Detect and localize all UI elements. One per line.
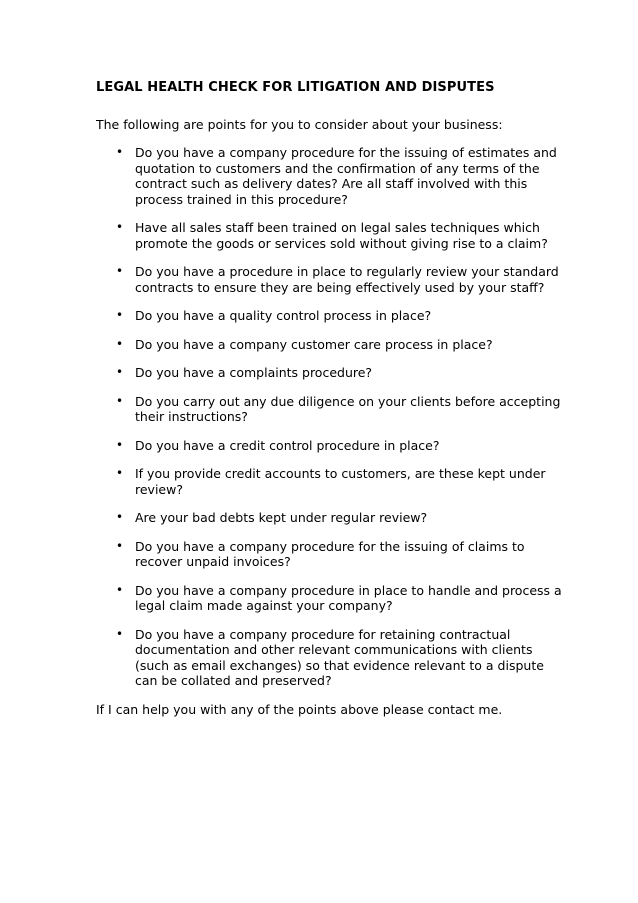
bullet-icon: • [116, 308, 124, 322]
list-item-text: Do you have a quality control process in place? [135, 308, 432, 323]
intro-paragraph: The following are points for you to consider about your business: [96, 117, 503, 132]
list-item [96, 583, 566, 614]
list-item [96, 510, 566, 526]
bullet-icon: • [116, 466, 124, 480]
list-item-text: Do you have a company procedure in place to handle and process a legal claim made against your company? [135, 582, 562, 613]
list-item-text: Do you carry out any due diligence on your clients before accepting their instructions? [135, 393, 561, 424]
list-item-text: If you provide credit accounts to customers, are these kept under review? [135, 466, 546, 497]
list-item-text: Do you have a company customer care process in place? [135, 336, 493, 352]
bullet-icon: • [116, 336, 124, 351]
list-item [96, 466, 566, 497]
list-item-text: Do you have a company procedure for the issuing of claims to recover unpaid invoices? [135, 538, 525, 569]
bullet-icon: • [116, 220, 124, 234]
bullet-icon: • [116, 264, 124, 278]
list-item [96, 365, 566, 381]
bullet-icon: • [116, 510, 124, 524]
list-item [96, 627, 566, 689]
list-item-text: Do you have a procedure in place to regularly review your standard contracts to ensure they are being effectively used by your staff? [135, 264, 559, 295]
list-item [96, 264, 566, 295]
bullet-icon: • [116, 538, 124, 553]
list-item-text: Do you have a company procedure for retaining contractual documentation and other relevant communications with clients (such as email exchanges) so that evidence relevant to a dispute can be collated and preserved? [135, 626, 544, 688]
list-item [96, 337, 566, 353]
list-item-text: Do you have a complaints procedure? [135, 365, 373, 380]
bullet-icon: • [116, 365, 124, 379]
list-item-text: Are your bad debts kept under regular review? [135, 510, 428, 525]
bullet-icon: • [116, 145, 124, 159]
list-item [96, 308, 566, 324]
list-item [96, 438, 566, 454]
document-title: LEGAL HEALTH CHECK FOR LITIGATION AND DISPUTES [96, 80, 495, 95]
bullet-icon: • [116, 626, 124, 641]
bullet-icon: • [116, 437, 124, 452]
list-item-text: Do you have a credit control procedure in place? [135, 437, 440, 453]
bullet-icon: • [116, 393, 124, 408]
list-item-text: Have all sales staff been trained on legal sales techniques which promote the goods or services sold without giving rise to a claim? [135, 220, 548, 251]
list-item [96, 539, 566, 570]
checklist [96, 145, 566, 689]
list-item [96, 394, 566, 425]
list-item [96, 220, 566, 251]
list-item-text: Do you have a company procedure for the issuing of estimates and quotation to customers and the confirmation of any terms of the contract such as delivery dates? Are all staff involved with this process trained in this procedure? [135, 145, 557, 207]
closing-paragraph: If I can help you with any of the points above please contact me. [96, 701, 503, 717]
list-item [96, 145, 566, 207]
document-page [96, 72, 566, 718]
bullet-icon: • [116, 582, 124, 597]
